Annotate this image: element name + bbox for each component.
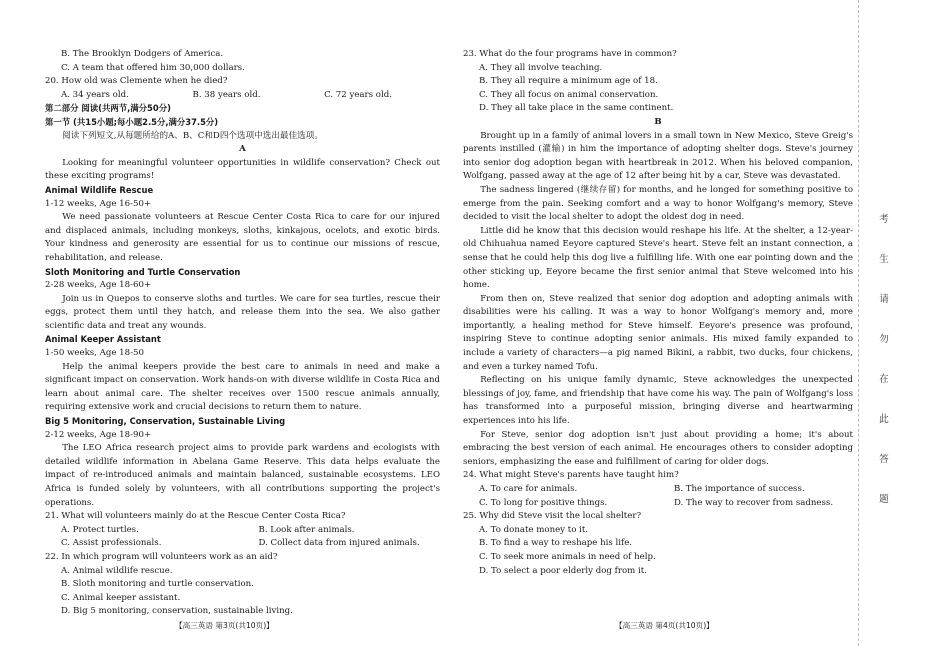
q22-option-d: D. Big 5 monitoring, conservation, sustainable living. [61,606,293,617]
passage-a-intro: Looking for meaningful volunteer opportunities in wildlife conservation? Check out these exciting programs! [45,157,440,182]
side-char: 生 [879,254,889,265]
right-column [463,48,853,578]
q22-option-a: A. Animal wildlife rescue. [61,565,173,576]
q24-options [463,483,853,510]
passage-b-paragraph: Little did he know that this decision would reshape his life. At the shelter, a 12-year-old Chihuahua named Eeyore captured Steve's heart. Steve felt an instant connection, a sense that he could help this dog live a fulfilling life. With one ear pointing down and the other sticking up, Eeyore became the first senior animal that Steve welcomed into his home. [463,225,853,291]
q25-question: 25. Why did Steve visit the local shelter? [463,511,642,522]
q25-option-b: B. To find a way to reshape his life. [479,538,633,549]
program-text: Join us in Quepos to conserve sloths and turtles. We care for sea turtles, rescue their eggs, protect them until they hatch, and release them into the sea. We also gather scientific data and treat any wounds. [45,293,440,331]
q24-option-c: C. To long for positive things. [479,497,608,508]
program-meta: 1-50 weeks, Age 18-50 [45,348,144,359]
section1-title: 第一节 (共15小题;每小题2.5分,满分37.5分) [45,116,219,127]
q21-options [45,524,440,551]
q23-option-b: B. They all require a minimum age of 18. [479,76,658,87]
page-footer-left: 【高三英语 第3页(共10页)】 [175,621,274,630]
q24-question: 24. What might Steve's parents have taught him? [463,470,679,481]
q24-option-d: D. The way to recover from sadness. [674,497,834,508]
program-title: Sloth Monitoring and Turtle Conservation [45,266,241,277]
side-char: 答 [879,454,889,465]
side-char: 此 [879,414,889,425]
q20-question: 20. How old was Clemente when he died? [45,76,228,87]
q20-option-c: C. 72 years old. [324,89,392,100]
part2-title: 第二部分 阅读(共两节,满分50分) [45,103,171,114]
q21-option-b: B. Look after animals. [258,524,355,535]
q21-option-d: D. Collect data from injured animals. [258,538,420,549]
q24-option-b: B. The importance of success. [674,484,805,494]
q24-option-a: A. To care for animals. [479,484,578,494]
q20-options [45,89,440,103]
page-footer-right: 【高三英语 第4页(共10页)】 [615,621,714,630]
side-char: 考 [879,214,889,225]
program-meta: 1-12 weeks, Age 16-50+ [45,198,152,209]
q21-option-c: C. Assist professionals. [61,538,162,549]
left-column [45,48,440,619]
q25-option-d: D. To select a poor elderly dog from it. [479,565,647,576]
passage-b-paragraph: Brought up in a family of animal lovers in a small town in New Mexico, Steve Greig's parents instilled (灌输) in him the importance of adopting shelter dogs. Steve's journey into senior dog adoption began with heartbreak in 2012. When his beloved companion, Wolfgang, passed away at the age of 12 after being hit by a car, Steve was devastated. [463,130,853,182]
q25-option-a: A. To donate money to it. [479,524,589,535]
q20-option-a: A. 34 years old. [61,89,129,100]
passage-b-paragraph: The sadness lingered (继续存留) for months, and he longed for something positive to emerge from the pain. Seeking comfort and a way to honor Wolfgang's memory, Steve decided to visit the local shelter to adopt the oldest dog in need. [463,184,853,223]
passage-b-paragraph: Reflecting on his unique family dynamic, Steve acknowledges the unexpected blessings of joy, fame, and friendship that have come his way. The pain of Wolfgang's loss has transformed into a purposeful mission, bringing diverse and heartwarming experiences into his life. [463,375,853,427]
q23-option-c: C. They all focus on animal conservation. [479,89,659,100]
side-char: 请 [879,294,889,305]
q20-option-b: B. 38 years old. [192,89,261,100]
q19-option-b: B. The Brooklyn Dodgers of America. [61,49,224,59]
side-char: 在 [879,374,889,385]
passage-a-label: A [239,144,246,155]
q22-option-c: C. Animal keeper assistant. [61,592,181,603]
program-title: Animal Wildlife Rescue [45,184,154,195]
q21-option-a: A. Protect turtles. [61,524,139,535]
q23-question: 23. What do the four programs have in common? [463,49,677,59]
program-text: The LEO Africa research project aims to provide park wardens and ecologists with detailed wildlife information in Abelana Game Reserve. This data helps evaluate the impact of re-introduced animals and maintain balanced, sustainable ecosystems. LEO Africa is funded solely by volunteers, with all contributions supporting the project's operations. [45,443,440,508]
q22-option-b: B. Sloth monitoring and turtle conservation. [61,579,254,590]
side-char: 勿 [879,334,889,345]
passage-b-paragraph: For Steve, senior dog adoption isn't just about providing a home; it's about embracing the best version of each animal. He encourages others to consider adopting seniors, emphasizing the ease and fulfillment of caring for older dogs. [463,429,853,467]
binding-line [858,0,859,646]
q23-option-d: D. They all take place in the same continent. [479,103,674,114]
q25-option-c: C. To seek more animals in need of help. [479,551,656,562]
program-meta: 2-28 weeks, Age 18-60+ [45,280,152,291]
side-warning [876,200,892,520]
program-title: Big 5 Monitoring, Conservation, Sustainable Living [45,416,286,427]
q19-option-c: C. A team that offered him 30,000 dollars. [61,62,245,73]
q23-option-a: A. They all involve teaching. [479,62,603,73]
program-meta: 2-12 weeks, Age 18-90+ [45,429,152,440]
q22-question: 22. In which program will volunteers work as an aid? [45,551,278,562]
passage-b-label: B [654,116,662,127]
passage-b-paragraph: From then on, Steve realized that senior dog adoption and adopting animals with disabilities were his calling. It was a way to honor Wolfgang's memory and, more importantly, a healing method for Steve himself. Eeyore's presence was profound, inspiring Steve to continue adopting senior animals. His mixed family expanded to include a variety of characters—a pig named Bikini, a rabbit, two ducks, four chickens, and even a turkey named Tofu. [463,293,853,372]
side-char: 题 [879,494,889,505]
program-title: Animal Keeper Assistant [45,334,161,345]
section1-instruction: 阅读下列短文,从每题所给的A、B、C和D四个选项中选出最佳选项。 [62,130,323,141]
program-text: We need passionate volunteers at Rescue Center Costa Rica to care for our injured and displaced animals, including monkeys, sloths, kinkajous, ocelots, and exotic birds. Your kindness and generosity are essential for us to continue our missions of rescue, rehabilitation, and release. [45,212,440,263]
program-text: Help the animal keepers provide the best care to animals in need and make a significant impact on conservation. Work hands-on with diverse wildlife in Costa Rica and learn about animal care. The shelter receives over 1500 rescue animals annually, requiring extensive work and crucial decisions to return them to nature. [45,361,440,413]
q21-question: 21. What will volunteers mainly do at the Rescue Center Costa Rica? [45,511,346,522]
